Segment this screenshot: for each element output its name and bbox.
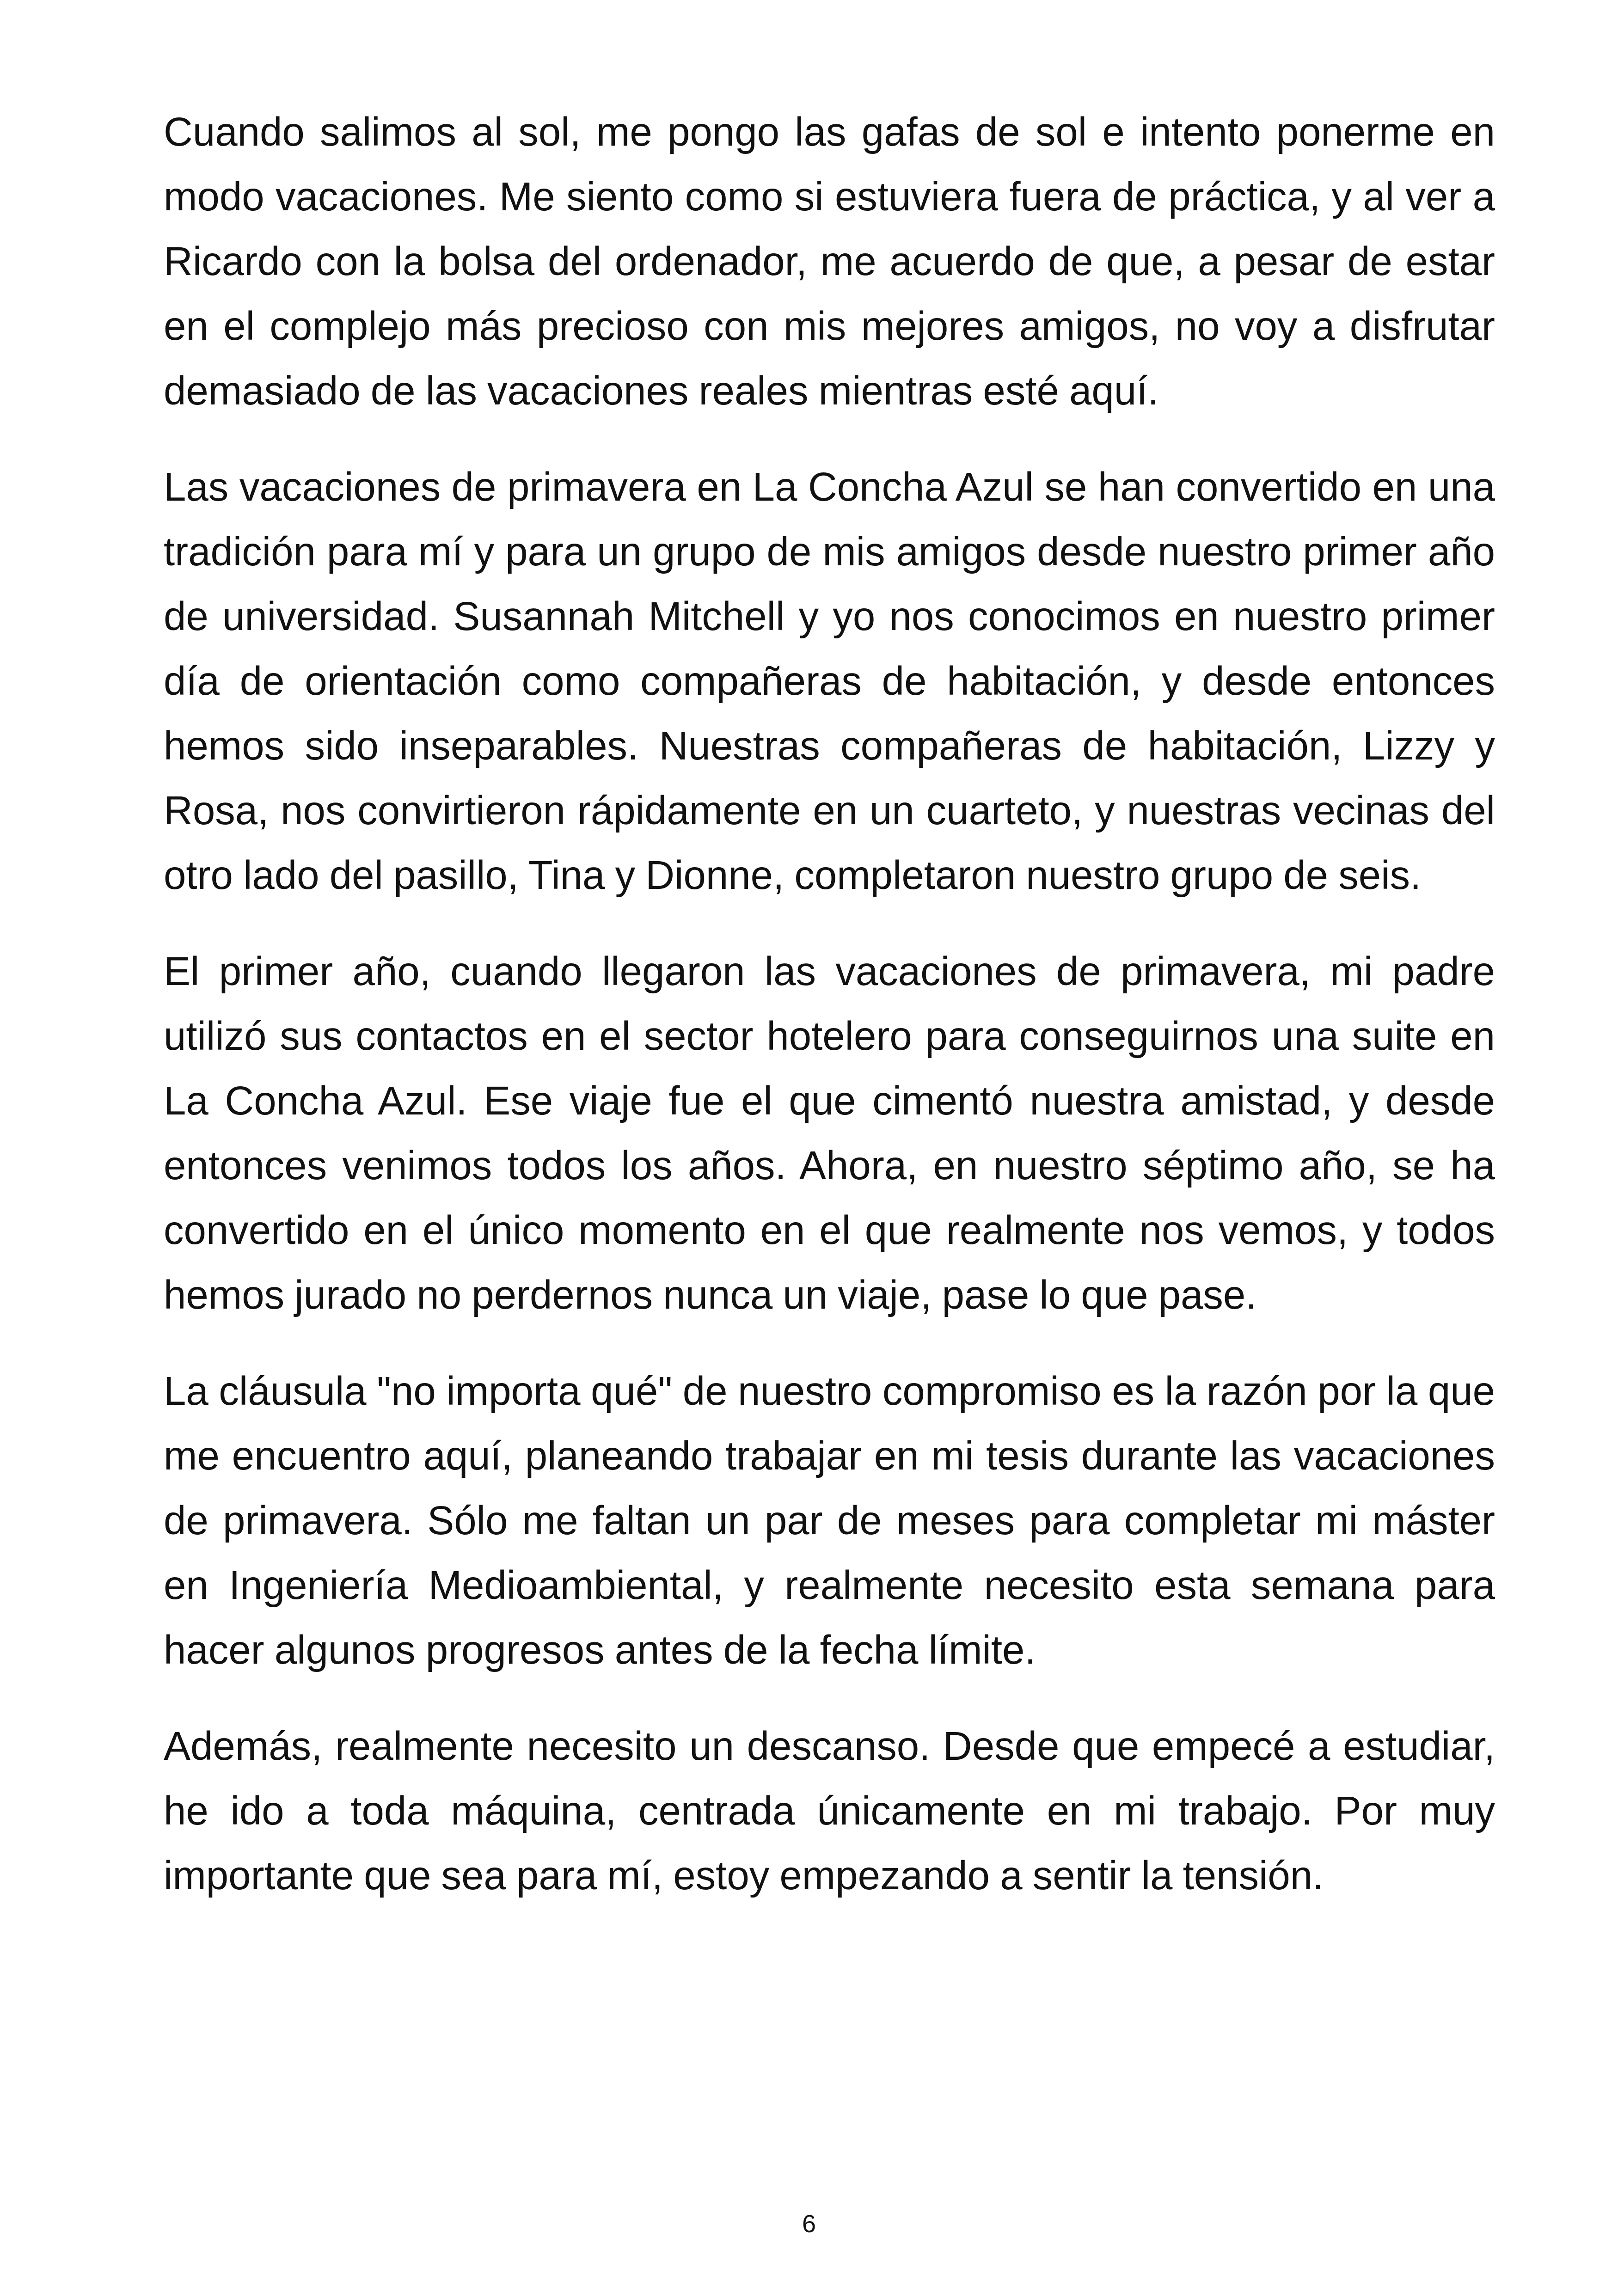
body-text (164, 100, 1495, 1940)
paragraph-1: Cuando salimos al sol, me pongo las gafas de sol e intento ponerme en modo vacaciones. Me siento como si estuviera fuera de práctica, y al ver a Ricardo con la bolsa del ordenador, me acuerdo de que, a pesar de estar en el complejo más precioso con mis mejores amigos, no voy a disfrutar demasiado de las vacaciones reales mientras esté aquí. (164, 110, 1495, 413)
page-number: 6 (802, 2210, 816, 2238)
paragraph-3: El primer año, cuando llegaron las vacaciones de primavera, mi padre utilizó sus contactos en el sector hotelero para conseguirnos una suite en La Concha Azul. Ese viaje fue el que cimentó nuestra amistad, y desde entonces venimos todos los años. Ahora, en nuestro séptimo año, se ha convertido en el único momento en el que realmente nos vemos, y todos hemos jurado no perdernos nunca un viaje, pase lo que pase. (164, 949, 1495, 1317)
paragraph-4: La cláusula "no importa qué" de nuestro compromiso es la razón por la que me encuentro aquí, planeando trabajar en mi tesis durante las vacaciones de primavera. Sólo me faltan un par de meses para completar mi máster en Ingeniería Medioambiental, y realmente necesito esta semana para hacer algunos progresos antes de la fecha límite. (164, 1369, 1495, 1672)
paragraph-2: Las vacaciones de primavera en La Concha Azul se han convertido en una tradición para mí y para un grupo de mis amigos desde nuestro primer año de universidad. Susannah Mitchell y yo nos conocimos en nuestro primer día de orientación como compañeras de habitación, y desde entonces hemos sido inseparables. Nuestras compañeras de habitación, Lizzy y Rosa, nos convirtieron rápidamente en un cuarteto, y nuestras vecinas del otro lado del pasillo, Tina y Dionne, completaron nuestro grupo de seis. (164, 465, 1495, 898)
paragraph-5: Además, realmente necesito un descanso. Desde que empecé a estudiar, he ido a toda máquina, centrada únicamente en mi trabajo. Por muy importante que sea para mí, estoy empezando a sentir la tensión. (164, 1724, 1495, 1898)
